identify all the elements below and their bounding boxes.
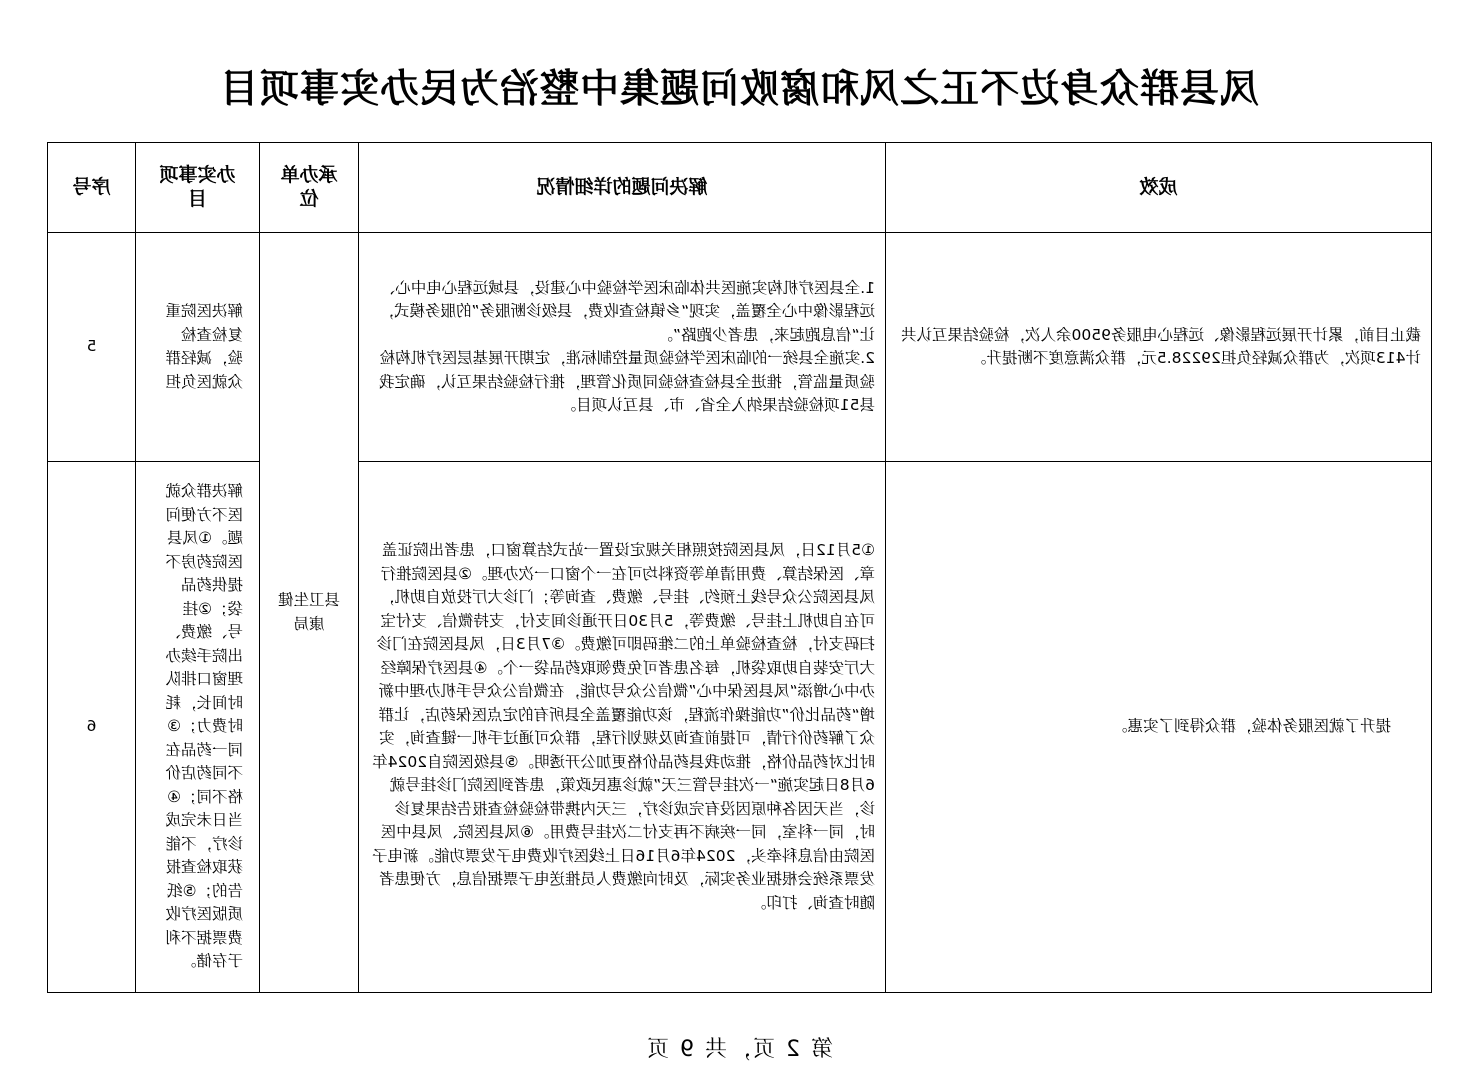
header-row [48, 143, 1432, 233]
seq-cell: 5 [48, 233, 136, 462]
unit-cell: 县卫生健康局 [260, 233, 359, 993]
document-title: 凤县群众身边不正之风和腐败问题集中整治为民办实事项目 [219, 66, 1260, 112]
header-details: 解决问题的详细情况 [359, 143, 886, 233]
header-item: 办实事项目 [136, 143, 260, 233]
header-unit: 承办单位 [260, 143, 359, 233]
seq-cell: 6 [48, 462, 136, 993]
table-row [48, 462, 1432, 993]
page-footer: 第 2 页，共 9 页 [645, 1037, 833, 1062]
header-result: 成效 [886, 143, 1432, 233]
details-cell: ①5月12日，凤县医院按照相关规定设置一站式结算窗口，患者出院证盖章、医保结算、费用清单等资料均可在一个窗口一次办理。②县医院推行凤县医院公众号线上预约、挂号、缴费、查询等；门诊大厅投放自助机，可在自助机上挂号、缴费等，5月30日开通诊间支付，支持微信、支付宝扫码支付，检查检验单上的二维码即可缴费。③7月3日，凤县医院在门诊大厅安装自助取袋机，每名患者可免费领取药品袋一个。④县医疗保障经办中心增添“凤县医保中心”微信公众号功能，在微信公众号手机办理中新增“药品比价”功能操作流程，该功能覆盖全县所有的定点医保药店，让群众了解药价行情，可提前查询及规划行程，群众可通过手机一键查询，实时比对药品价格，推动我县药品价格更加公开透明。⑤县级医院自2024年6月8日起实施“一次挂号管三天”就诊惠民政策，患者到医院门诊挂号就诊，当天因各种原因没有完成诊疗，三天内携带检验检查报告结果复诊时，同一科室，同一疾病不再支付二次挂号费用。⑥凤县医院、凤县中医医院由信息科牵头，2024年6月16日上线医疗收费电子发票功能。新电子发票系统会根据业务实际，及时向缴费人员推送电子票据信息，方便患者随时查询、打印。 [359, 462, 886, 993]
result-cell: 提升了就医服务体验，群众得到了实惠。 [886, 462, 1432, 993]
details-cell: 1.全县医疗机构实施医共体临床医学检验中心建设，县域远程心电中心、远程影像中心全覆盖，实现“乡镇检查收费，县级诊断服务”的服务模式，让“信息跑起来，患者少跑路”。 2.实施全县统一的临床医学检验质量控制标准，定期开展基层医疗机构检验质量监管，推进全县检查检验同质化管理，推行检验结果互认，确定我县51项检验结果纳入全省、市、县互认项目。 [359, 233, 886, 462]
header-seq: 序号 [48, 143, 136, 233]
project-table [47, 142, 1432, 993]
table-row [48, 233, 1432, 462]
item-cell: 解决医院重复检查检验，减轻群众就医负担 [136, 233, 260, 462]
result-cell: 截止目前，累计开展远程影像、远程心电服务9500余人次，检验结果互认共计413项次，为群众减轻负担29228.5元，群众满意度不断提升。 [886, 233, 1432, 462]
item-cell: 解决群众就医不方便问题。①凤县医院药房不提供药品袋；②挂号、缴费、出院手续办理窗口排队时间长，耗时费力；③同一药品在不同药店价格不同；④当日未完成诊疗，不能获取检查报告的；⑤纸质版医疗收费票据不利于存储。 [136, 462, 260, 993]
